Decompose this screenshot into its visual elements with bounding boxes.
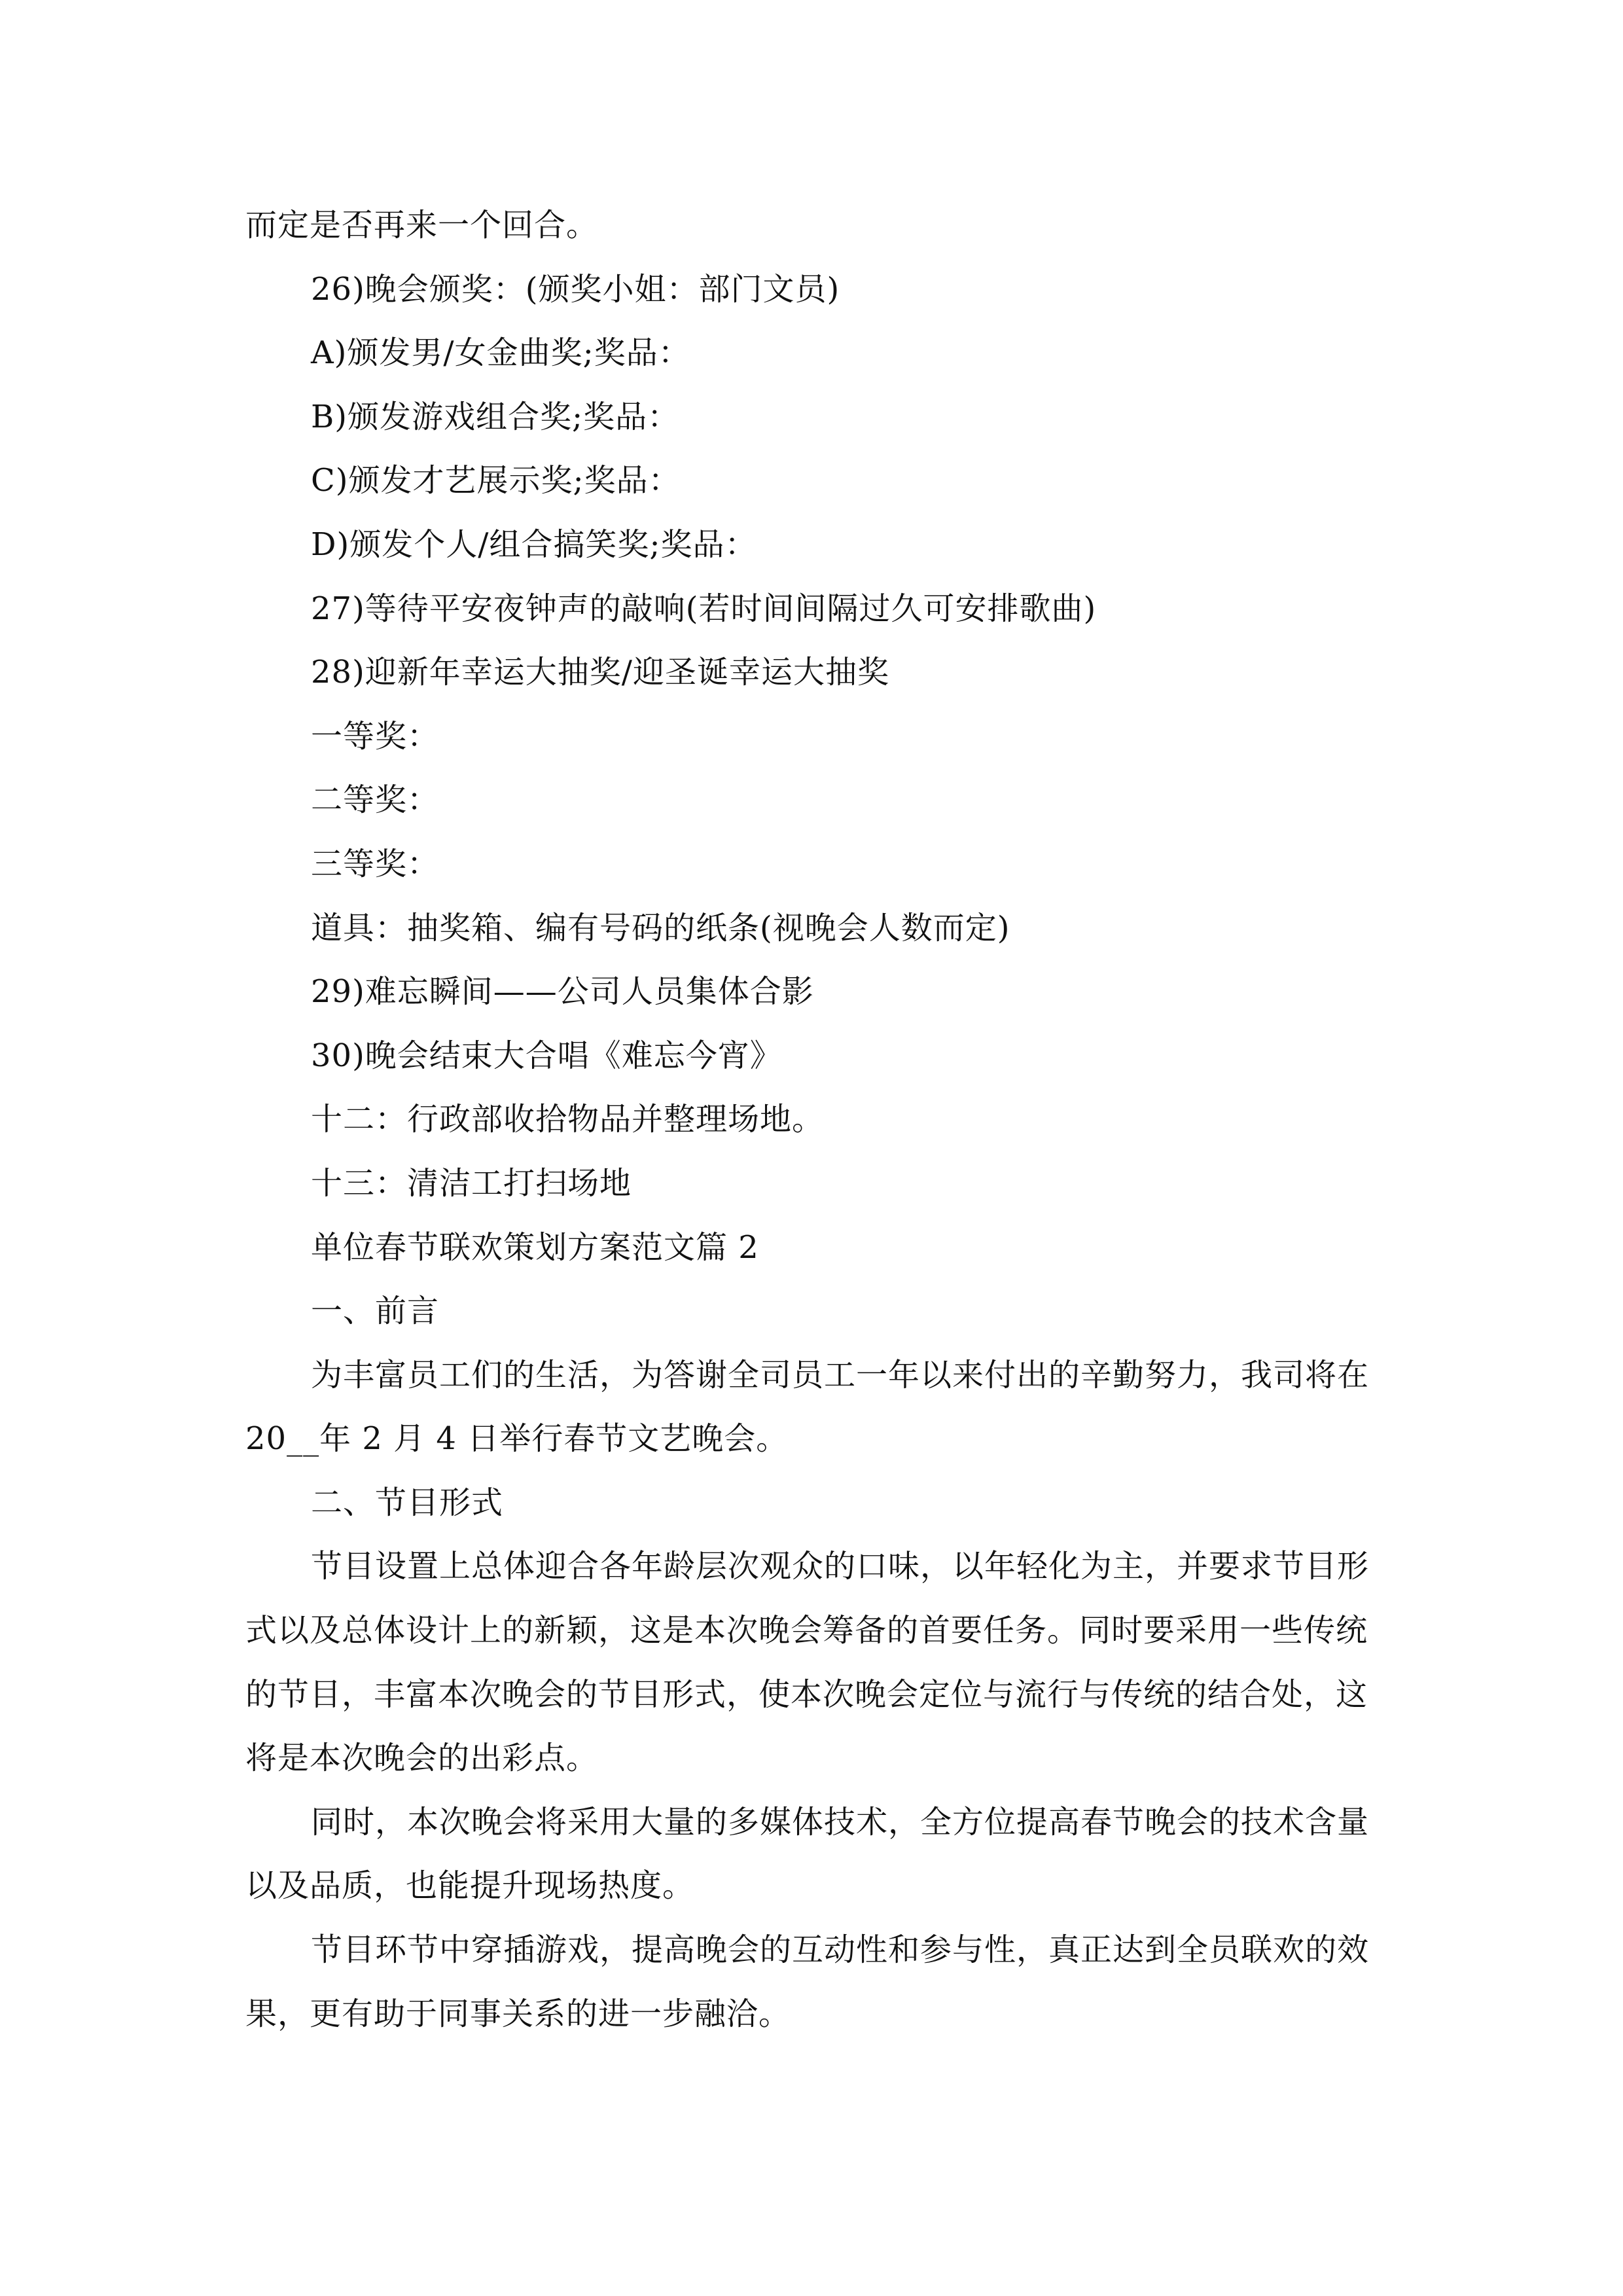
text-line: 将是本次晚会的出彩点。: [245, 1740, 599, 1777]
text-line: 28)迎新年幸运大抽奖/迎圣诞幸运大抽奖: [311, 654, 889, 691]
text-line: B)颁发游戏组合奖;奖品：: [311, 398, 680, 435]
text-line: D)颁发个人/组合搞笑奖;奖品：: [311, 526, 757, 563]
document-body: [245, 194, 1387, 2046]
text-line: 一等奖：: [311, 717, 440, 755]
text-line: 果，更有助于同事关系的进一步融洽。: [245, 1995, 791, 2032]
section-heading: 单位春节联欢策划方案范文篇 2: [311, 1229, 759, 1266]
text-line: C)颁发才艺展示奖;奖品：: [311, 462, 681, 499]
text-line: 二等奖：: [311, 781, 440, 819]
text-line: 以及品质，也能提升现场热度。: [245, 1867, 695, 1905]
text-line: 的节目，丰富本次晚会的节目形式，使本次晚会定位与流行与传统的结合处，这: [245, 1676, 1368, 1713]
text-line: A)颁发男/女金曲奖;奖品：: [311, 334, 690, 372]
text-line: 十二：行政部收拾物品并整理场地。: [311, 1101, 825, 1138]
text-line: 节目设置上总体迎合各年龄层次观众的口味，以年轻化为主，并要求节目形: [311, 1548, 1370, 1585]
text-line: 26)晚会颁奖：(颁奖小姐：部门文员): [311, 270, 840, 308]
text-line: 式以及总体设计上的新颖，这是本次晚会筹备的首要任务。同时要采用一些传统: [245, 1612, 1368, 1649]
text-line: 30)晚会结束大合唱《难忘今宵》: [311, 1037, 782, 1074]
text-line: 为丰富员工们的生活，为答谢全司员工一年以来付出的辛勤努力，我司将在: [311, 1356, 1370, 1393]
text-line: 十三：清洁工打扫场地: [311, 1164, 632, 1202]
text-line: 27)等待平安夜钟声的敲响(若时间间隔过久可安排歌曲): [311, 590, 1097, 627]
text-line: 20__年 2 月 4 日举行春节文艺晚会。: [245, 1420, 789, 1458]
text-line: 三等奖：: [311, 845, 440, 882]
section-heading: 二、节目形式: [311, 1484, 504, 1521]
text-line: 节目环节中穿插游戏，提高晚会的互动性和参与性，真正达到全员联欢的效: [311, 1931, 1370, 1969]
section-heading: 一、前言: [311, 1293, 440, 1330]
text-line: 同时，本次晚会将采用大量的多媒体技术，全方位提高春节晚会的技术含量: [311, 1803, 1370, 1840]
text-line: 道具：抽奖箱、编有号码的纸条(视晚会人数而定): [311, 909, 1010, 946]
text-line: 29)难忘瞬间——公司人员集体合影: [311, 973, 814, 1011]
text-line: 而定是否再来一个回合。: [245, 207, 599, 243]
